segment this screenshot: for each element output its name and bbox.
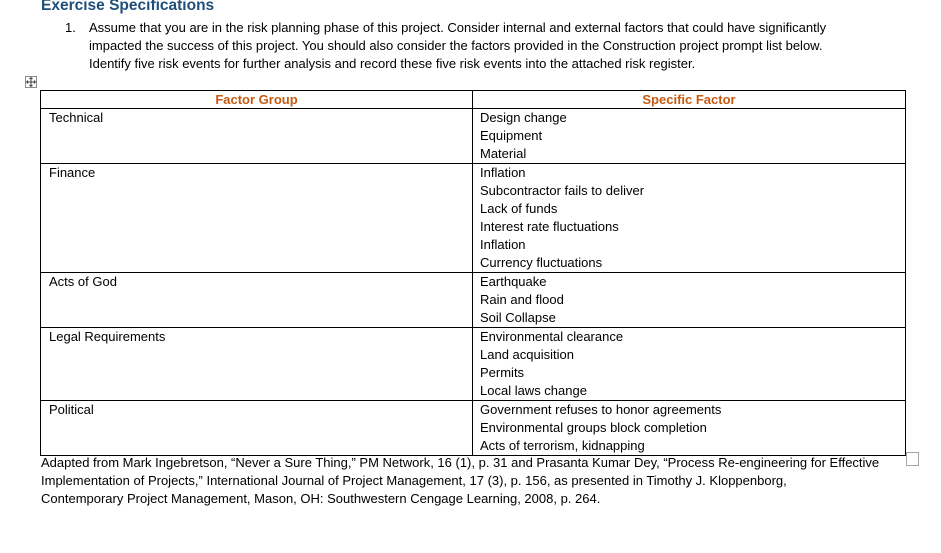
factor-group-cell: Technical [41,109,473,164]
table-row [41,164,906,273]
column-header-factor-group: Factor Group [41,91,473,109]
specific-factor-cell [473,328,906,401]
exercise-line: Identify five risk events for further analysis and record these five risk events into the attached risk register. [89,56,696,71]
table-row [41,109,906,164]
column-header-specific-factor: Specific Factor [473,91,906,109]
table-row [41,328,906,401]
table-row [41,273,906,328]
factor-group-cell: Legal Requirements [41,328,473,401]
source-citation [41,454,909,508]
specific-factor-cell [473,273,906,328]
table-header-row [41,91,906,109]
exercise-line: Assume that you are in the risk planning phase of this project. Consider internal and external factors that could have significantly [89,20,827,35]
factor-item: Equipment [480,128,543,143]
factor-group-cell: Political [41,401,473,456]
factor-item: Currency fluctuations [480,255,603,270]
list-number: 1. [65,20,76,35]
specific-factor-cell [473,401,906,456]
factor-item: Permits [480,365,525,380]
exercise-text [89,19,875,73]
factor-item: Acts of terrorism, kidnapping [480,438,645,453]
risk-factor-table [40,90,906,456]
section-heading: Exercise Specifications [41,0,215,14]
factor-item: Interest rate fluctuations [480,219,619,234]
factor-item: Local laws change [480,383,587,398]
citation-line: Adapted from Mark Ingebretson, “Never a Sure Thing,” PM Network, 16 (1), p. 31 and Prasanta Kumar Dey, “Process Re-engineering for Effective [41,455,880,470]
factor-group-cell: Acts of God [41,273,473,328]
specific-factor-cell [473,164,906,273]
factor-item: Inflation [480,237,526,252]
factor-item: Soil Collapse [480,310,556,325]
factor-item: Government refuses to honor agreements [480,402,722,417]
factor-item: Material [480,146,527,161]
move-arrows-icon[interactable] [25,76,37,88]
factor-item: Environmental clearance [480,329,624,344]
factor-item: Land acquisition [480,347,574,362]
factor-item: Lack of funds [480,201,558,216]
factor-item: Inflation [480,165,526,180]
factor-item: Environmental groups block completion [480,420,707,435]
factor-item: Subcontractor fails to deliver [480,183,645,198]
table-row [41,401,906,456]
specific-factor-cell [473,109,906,164]
citation-line: Contemporary Project Management, Mason, OH: Southwestern Cengage Learning, 2008, p. 264. [41,491,601,506]
factor-item: Design change [480,110,567,125]
exercise-line: impacted the success of this project. You should also consider the factors provided in the Construction project prompt list below. [89,38,823,53]
factor-group-cell: Finance [41,164,473,273]
factor-item: Rain and flood [480,292,564,307]
citation-line: Implementation of Projects,” International Journal of Project Management, 17 (3), p. 156, as presented in Timothy J. Kloppenborg, [41,473,787,488]
factor-item: Earthquake [480,274,547,289]
